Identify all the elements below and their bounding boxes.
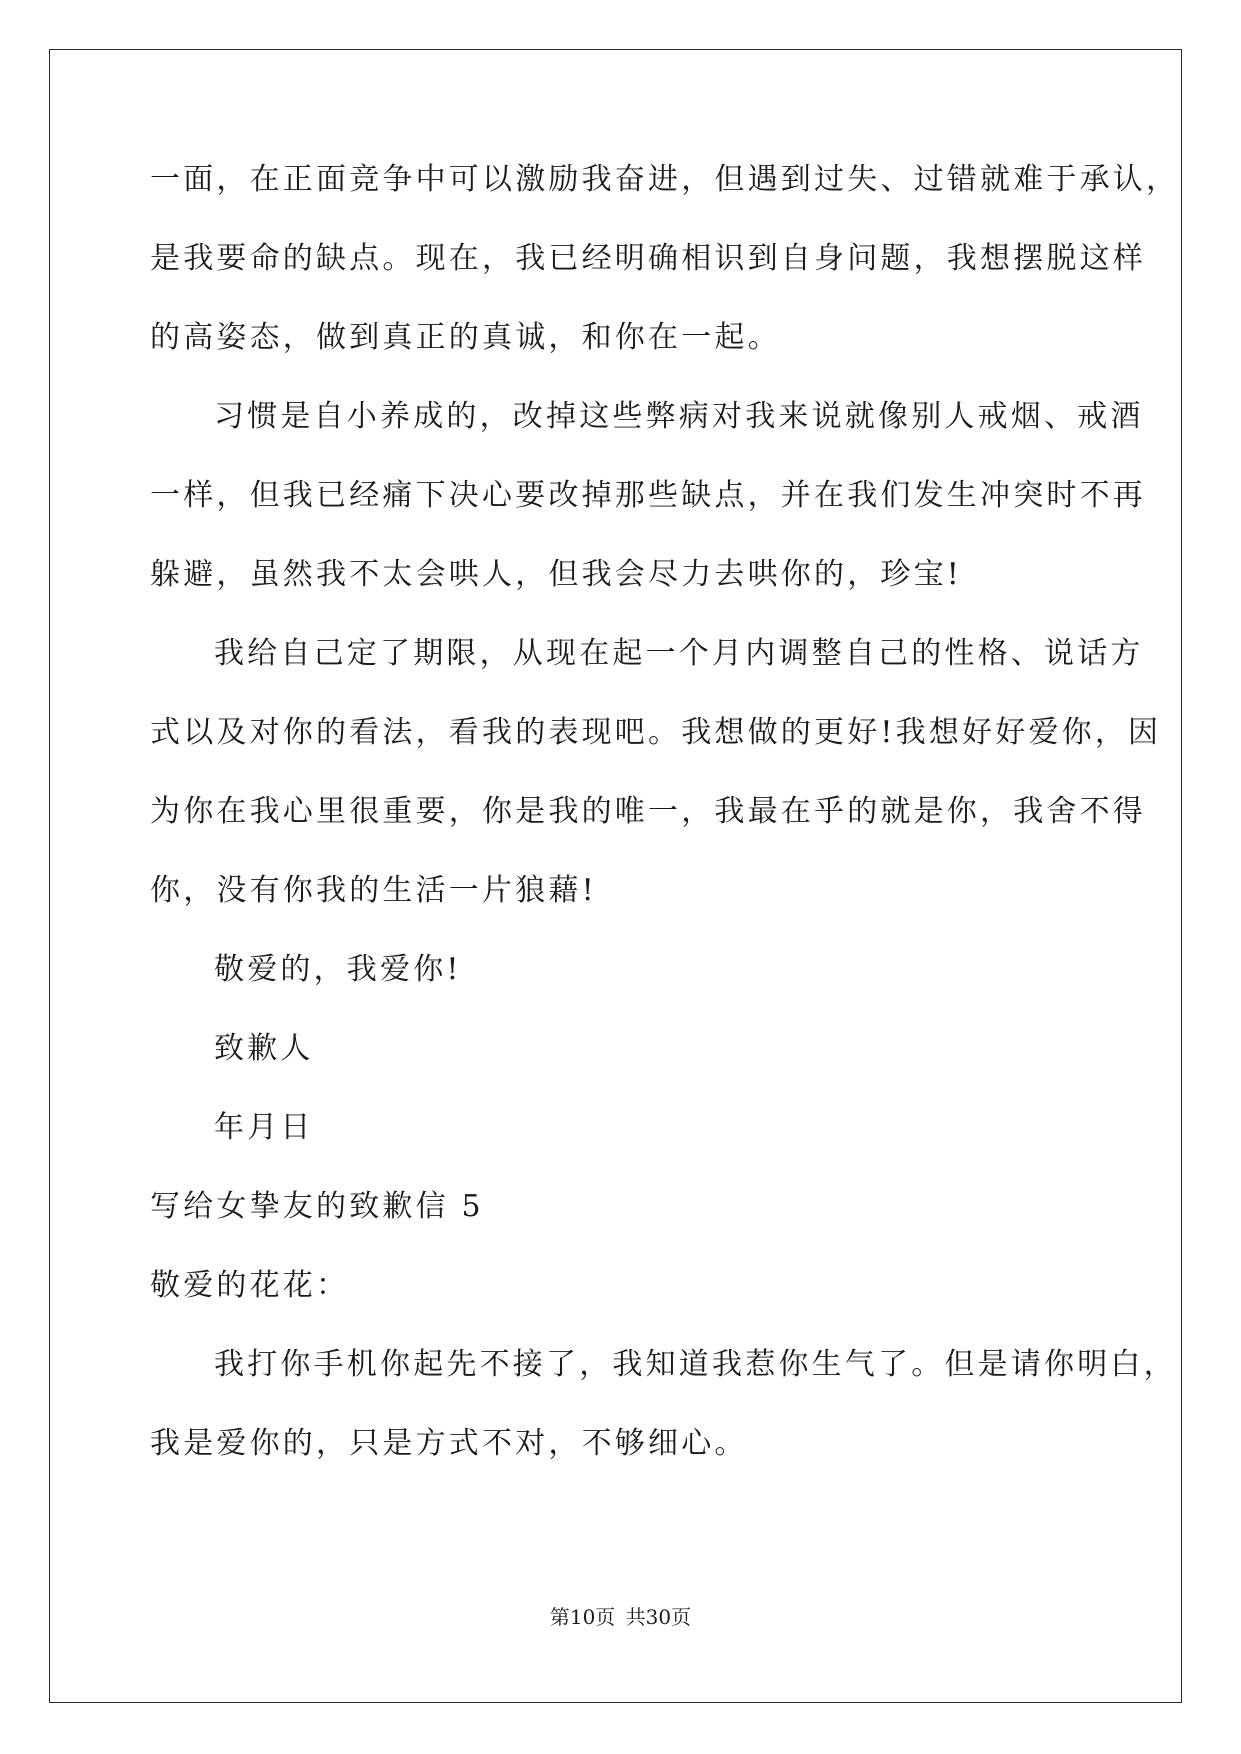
paragraph-line: 的高姿态，做到真正的真诚，和你在一起。: [150, 320, 781, 355]
paragraph-line: 习惯是自小养成的，改掉这些弊病对我来说就像别人戒烟、戒酒: [214, 399, 1144, 434]
date-line: 年月日: [214, 1110, 314, 1145]
signature-line: 致歉人: [214, 1031, 314, 1066]
paragraph-line: 我是爱你的，只是方式不对，不够细心。: [150, 1426, 748, 1461]
salutation: 敬爱的花花：: [150, 1268, 350, 1303]
page-footer: [0, 1605, 1241, 1629]
paragraph-line: 为你在我心里很重要，你是我的唯一，我最在乎的就是你，我舍不得: [150, 794, 1146, 829]
page-total: 共30页: [625, 1605, 692, 1629]
paragraph-line: 我给自己定了期限，从现在起一个月内调整自己的性格、说话方: [214, 636, 1144, 671]
paragraph-line: 式以及对你的看法，看我的表现吧。我想做的更好!我想好好爱你，因: [150, 715, 1162, 750]
paragraph-line: 是我要命的缺点。现在，我已经明确相识到自身问题，我想摆脱这样: [150, 241, 1146, 276]
page-number: 第10页: [549, 1605, 616, 1629]
paragraph-line: 你，没有你我的生活一片狼藉!: [150, 873, 597, 908]
paragraph-line: 躲避，虽然我不太会哄人，但我会尽力去哄你的，珍宝!: [150, 557, 963, 592]
paragraph-line: 我打你手机你起先不接了，我知道我惹你生气了。但是请你明白，: [214, 1347, 1177, 1382]
paragraph-line: 一面，在正面竞争中可以激励我奋进，但遇到过失、过错就难于承认，: [150, 162, 1180, 197]
section-title: 写给女挚友的致歉信 5: [150, 1189, 484, 1224]
closing-line: 敬爱的，我爱你!: [214, 952, 462, 987]
paragraph-line: 一样，但我已经痛下决心要改掉那些缺点，并在我们发生冲突时不再: [150, 478, 1146, 513]
